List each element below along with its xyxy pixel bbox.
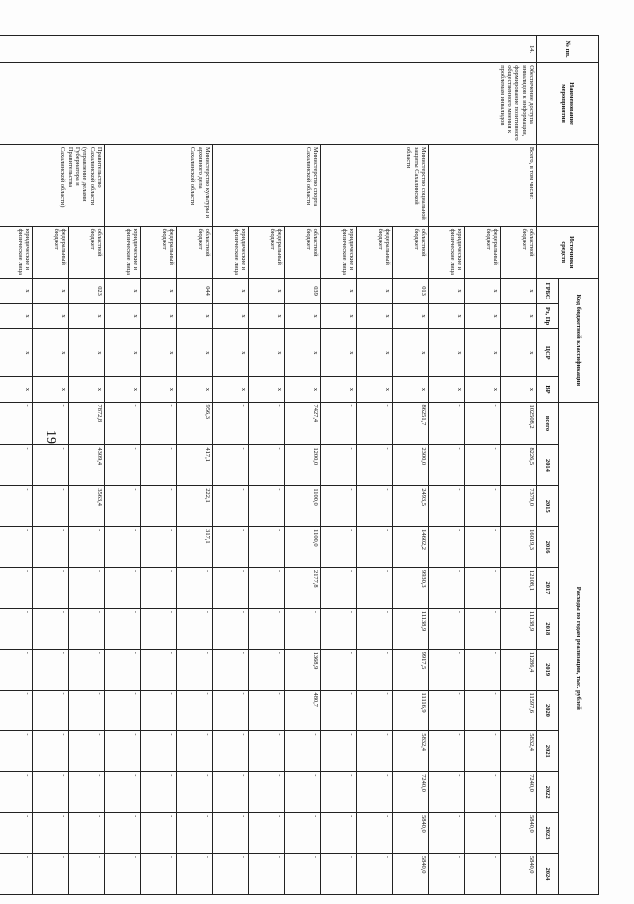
- year-value-cell: -: [177, 690, 213, 731]
- total-value-cell: -: [105, 402, 141, 445]
- total-value-cell: 956,3: [177, 402, 213, 445]
- year-value-cell: -: [0, 568, 33, 609]
- csr-cell: x: [69, 329, 105, 377]
- year-value-cell: 1368,9: [285, 649, 321, 690]
- rzpr-cell: x: [249, 304, 285, 329]
- csr-cell: x: [357, 329, 393, 377]
- header-year: 2016: [537, 527, 559, 568]
- grbs-cell: x: [465, 278, 501, 303]
- year-value-cell: -: [69, 813, 105, 854]
- year-value-cell: -: [33, 527, 69, 568]
- grbs-cell: x: [249, 278, 285, 303]
- year-value-cell: -: [33, 568, 69, 609]
- year-value-cell: -: [141, 649, 177, 690]
- table-row: [285, 36, 321, 895]
- year-value-cell: -: [0, 813, 33, 854]
- year-value-cell: -: [141, 445, 177, 486]
- rzpr-cell: x: [357, 304, 393, 329]
- year-value-cell: -: [357, 608, 393, 649]
- csr-cell: x: [501, 329, 537, 377]
- year-value-cell: -: [105, 649, 141, 690]
- year-value-cell: 5840,0: [501, 813, 537, 854]
- year-value-cell: -: [141, 731, 177, 772]
- year-value-cell: -: [177, 608, 213, 649]
- year-value-cell: 9917,5: [393, 649, 429, 690]
- year-value-cell: -: [429, 527, 465, 568]
- header-year: 2024: [537, 853, 559, 894]
- vr-cell: x: [285, 377, 321, 402]
- grbs-cell: 039: [285, 278, 321, 303]
- csr-cell: x: [213, 329, 249, 377]
- year-value-cell: -: [177, 568, 213, 609]
- grbs-cell: x: [33, 278, 69, 303]
- year-value-cell: -: [141, 772, 177, 813]
- table-body: [0, 36, 537, 895]
- year-value-cell: -: [0, 445, 33, 486]
- header-total: всего: [537, 402, 559, 445]
- vr-cell: x: [141, 377, 177, 402]
- year-value-cell: 417,1: [177, 445, 213, 486]
- year-value-cell: -: [213, 445, 249, 486]
- total-value-cell: -: [33, 402, 69, 445]
- year-value-cell: 11286,4: [501, 649, 537, 690]
- rzpr-cell: x: [393, 304, 429, 329]
- year-value-cell: -: [357, 568, 393, 609]
- year-value-cell: -: [213, 608, 249, 649]
- item-number-cell: 14.: [0, 36, 537, 63]
- header-num: № пп.: [537, 36, 599, 63]
- rzpr-cell: x: [465, 304, 501, 329]
- csr-cell: x: [141, 329, 177, 377]
- source-cell: федеральный бюджет: [141, 226, 177, 278]
- year-value-cell: -: [321, 649, 357, 690]
- year-value-cell: -: [69, 649, 105, 690]
- csr-cell: x: [285, 329, 321, 377]
- year-value-cell: -: [0, 486, 33, 527]
- year-value-cell: -: [141, 853, 177, 894]
- year-value-cell: -: [465, 568, 501, 609]
- year-value-cell: -: [321, 445, 357, 486]
- year-value-cell: -: [429, 731, 465, 772]
- vr-cell: x: [465, 377, 501, 402]
- year-value-cell: -: [285, 853, 321, 894]
- year-value-cell: -: [465, 853, 501, 894]
- year-value-cell: -: [321, 527, 357, 568]
- total-value-cell: 86251,7: [393, 402, 429, 445]
- budget-table: [0, 35, 599, 895]
- year-value-cell: -: [141, 690, 177, 731]
- year-value-cell: -: [141, 813, 177, 854]
- year-value-cell: -: [357, 445, 393, 486]
- year-value-cell: -: [105, 690, 141, 731]
- header-year: 2015: [537, 486, 559, 527]
- year-value-cell: -: [429, 813, 465, 854]
- grbs-cell: x: [357, 278, 393, 303]
- source-cell: федеральный бюджет: [357, 226, 393, 278]
- total-value-cell: -: [213, 402, 249, 445]
- year-value-cell: 2300,0: [393, 445, 429, 486]
- year-value-cell: -: [249, 445, 285, 486]
- year-value-cell: -: [177, 649, 213, 690]
- year-value-cell: -: [177, 813, 213, 854]
- year-value-cell: -: [321, 813, 357, 854]
- year-value-cell: -: [0, 731, 33, 772]
- year-value-cell: -: [33, 608, 69, 649]
- header-year: 2018: [537, 608, 559, 649]
- year-value-cell: 2493,5: [393, 486, 429, 527]
- header-year: 2023: [537, 813, 559, 854]
- grbs-cell: 023: [69, 278, 105, 303]
- year-value-cell: -: [465, 649, 501, 690]
- year-value-cell: -: [465, 772, 501, 813]
- year-value-cell: 3563,4: [69, 486, 105, 527]
- year-value-cell: -: [465, 731, 501, 772]
- header-kbk: Код бюджетной классификации: [559, 278, 599, 402]
- year-value-cell: 11138,9: [501, 608, 537, 649]
- year-value-cell: -: [465, 690, 501, 731]
- year-value-cell: -: [141, 527, 177, 568]
- executor-cell: Министерство спорта Сахалинской области: [213, 144, 321, 226]
- table-row: [69, 36, 105, 895]
- year-value-cell: -: [0, 649, 33, 690]
- year-value-cell: -: [429, 853, 465, 894]
- executor-cell: Всего, в том числе:: [429, 144, 537, 226]
- year-value-cell: -: [249, 690, 285, 731]
- year-value-cell: -: [285, 608, 321, 649]
- year-value-cell: -: [213, 813, 249, 854]
- header-csr: ЦСР: [537, 329, 559, 377]
- year-value-cell: 480,7: [285, 690, 321, 731]
- total-value-cell: 102508,2: [501, 402, 537, 445]
- year-value-cell: -: [213, 731, 249, 772]
- csr-cell: x: [429, 329, 465, 377]
- vr-cell: x: [357, 377, 393, 402]
- year-value-cell: 1200,0: [285, 445, 321, 486]
- year-value-cell: -: [249, 486, 285, 527]
- source-cell: федеральный бюджет: [465, 226, 501, 278]
- year-value-cell: 16019,3: [501, 527, 537, 568]
- year-value-cell: -: [33, 690, 69, 731]
- source-cell: федеральный бюджет: [249, 226, 285, 278]
- year-value-cell: -: [357, 649, 393, 690]
- year-value-cell: -: [357, 813, 393, 854]
- year-value-cell: 5832,4: [393, 731, 429, 772]
- year-value-cell: 5840,0: [393, 813, 429, 854]
- total-value-cell: -: [321, 402, 357, 445]
- year-value-cell: -: [213, 649, 249, 690]
- header-year: 2014: [537, 445, 559, 486]
- header-grbs: ГРБС: [537, 278, 559, 303]
- grbs-cell: 044: [177, 278, 213, 303]
- rzpr-cell: x: [213, 304, 249, 329]
- year-value-cell: 4309,4: [69, 445, 105, 486]
- year-value-cell: -: [33, 445, 69, 486]
- csr-cell: x: [105, 329, 141, 377]
- rzpr-cell: x: [501, 304, 537, 329]
- total-value-cell: -: [0, 402, 33, 445]
- year-value-cell: -: [321, 853, 357, 894]
- year-value-cell: -: [0, 853, 33, 894]
- source-cell: федеральный бюджет: [33, 226, 69, 278]
- year-value-cell: -: [177, 853, 213, 894]
- year-value-cell: -: [429, 486, 465, 527]
- year-value-cell: -: [429, 690, 465, 731]
- header-year: 2020: [537, 690, 559, 731]
- year-value-cell: -: [33, 853, 69, 894]
- year-value-cell: -: [465, 527, 501, 568]
- year-value-cell: -: [33, 772, 69, 813]
- year-value-cell: 317,1: [177, 527, 213, 568]
- source-cell: юридические и физические лица: [213, 226, 249, 278]
- vr-cell: x: [69, 377, 105, 402]
- year-value-cell: -: [249, 608, 285, 649]
- year-value-cell: 1100,0: [285, 486, 321, 527]
- header-rzpr: Рз, Пр: [537, 304, 559, 329]
- total-value-cell: -: [357, 402, 393, 445]
- year-value-cell: -: [141, 608, 177, 649]
- csr-cell: x: [0, 329, 33, 377]
- page-number: 19: [43, 430, 58, 444]
- rzpr-cell: x: [429, 304, 465, 329]
- header-year: 2019: [537, 649, 559, 690]
- csr-cell: x: [249, 329, 285, 377]
- rotated-table-container: [16, 35, 599, 895]
- year-value-cell: -: [177, 731, 213, 772]
- year-value-cell: -: [105, 772, 141, 813]
- header-year: 2017: [537, 568, 559, 609]
- year-value-cell: -: [105, 608, 141, 649]
- year-value-cell: 12108,1: [501, 568, 537, 609]
- year-value-cell: 1100,0: [285, 527, 321, 568]
- year-value-cell: -: [33, 649, 69, 690]
- csr-cell: x: [33, 329, 69, 377]
- year-value-cell: -: [357, 486, 393, 527]
- year-value-cell: -: [213, 527, 249, 568]
- source-cell: областной бюджет: [69, 226, 105, 278]
- year-value-cell: -: [357, 772, 393, 813]
- year-value-cell: -: [69, 731, 105, 772]
- grbs-cell: x: [321, 278, 357, 303]
- year-value-cell: -: [285, 772, 321, 813]
- year-value-cell: 5832,4: [501, 731, 537, 772]
- year-value-cell: -: [429, 649, 465, 690]
- year-value-cell: -: [69, 690, 105, 731]
- year-value-cell: -: [69, 608, 105, 649]
- vr-cell: x: [393, 377, 429, 402]
- year-value-cell: -: [465, 608, 501, 649]
- source-cell: юридические и физические лица: [0, 226, 33, 278]
- year-value-cell: 7379,0: [501, 486, 537, 527]
- table-row: [177, 36, 213, 895]
- source-cell: областной бюджет: [285, 226, 321, 278]
- year-value-cell: -: [321, 731, 357, 772]
- year-value-cell: -: [321, 772, 357, 813]
- year-value-cell: -: [0, 772, 33, 813]
- rzpr-cell: x: [105, 304, 141, 329]
- year-value-cell: -: [105, 445, 141, 486]
- csr-cell: x: [177, 329, 213, 377]
- vr-cell: x: [429, 377, 465, 402]
- year-value-cell: -: [0, 527, 33, 568]
- vr-cell: x: [0, 377, 33, 402]
- source-cell: областной бюджет: [501, 226, 537, 278]
- table-row: [501, 36, 537, 895]
- year-value-cell: -: [105, 527, 141, 568]
- year-value-cell: -: [465, 813, 501, 854]
- year-value-cell: -: [69, 527, 105, 568]
- year-value-cell: -: [141, 568, 177, 609]
- total-value-cell: -: [465, 402, 501, 445]
- csr-cell: x: [393, 329, 429, 377]
- source-cell: юридические и физические лица: [429, 226, 465, 278]
- year-value-cell: -: [213, 690, 249, 731]
- year-value-cell: 11138,9: [393, 608, 429, 649]
- total-value-cell: 7872,8: [69, 402, 105, 445]
- year-value-cell: -: [213, 853, 249, 894]
- year-value-cell: -: [357, 731, 393, 772]
- year-value-cell: 9930,3: [393, 568, 429, 609]
- vr-cell: x: [33, 377, 69, 402]
- year-value-cell: -: [429, 608, 465, 649]
- year-value-cell: -: [429, 568, 465, 609]
- year-value-cell: -: [321, 608, 357, 649]
- rzpr-cell: x: [285, 304, 321, 329]
- rzpr-cell: x: [33, 304, 69, 329]
- year-value-cell: -: [33, 486, 69, 527]
- vr-cell: x: [177, 377, 213, 402]
- grbs-cell: x: [213, 278, 249, 303]
- header-year: 2021: [537, 731, 559, 772]
- year-value-cell: -: [69, 853, 105, 894]
- year-value-cell: -: [141, 486, 177, 527]
- total-value-cell: -: [141, 402, 177, 445]
- grbs-cell: x: [105, 278, 141, 303]
- year-value-cell: 7240,0: [501, 772, 537, 813]
- rzpr-cell: x: [177, 304, 213, 329]
- year-value-cell: -: [321, 568, 357, 609]
- grbs-cell: 013: [393, 278, 429, 303]
- rzpr-cell: x: [0, 304, 33, 329]
- year-value-cell: 11116,9: [393, 690, 429, 731]
- header-year: 2022: [537, 772, 559, 813]
- year-value-cell: -: [357, 853, 393, 894]
- year-value-cell: -: [357, 690, 393, 731]
- header-source: Источники средств: [537, 226, 599, 278]
- year-value-cell: -: [105, 853, 141, 894]
- total-value-cell: -: [249, 402, 285, 445]
- year-value-cell: 7240,0: [393, 772, 429, 813]
- grbs-cell: x: [429, 278, 465, 303]
- rzpr-cell: x: [69, 304, 105, 329]
- year-value-cell: 222,1: [177, 486, 213, 527]
- year-value-cell: -: [465, 486, 501, 527]
- vr-cell: x: [501, 377, 537, 402]
- rzpr-cell: x: [141, 304, 177, 329]
- source-cell: областной бюджет: [177, 226, 213, 278]
- year-value-cell: -: [105, 486, 141, 527]
- header-name: Наименование мероприятия: [537, 63, 599, 145]
- year-value-cell: -: [105, 813, 141, 854]
- grbs-cell: x: [141, 278, 177, 303]
- table-row: [393, 36, 429, 895]
- vr-cell: x: [105, 377, 141, 402]
- grbs-cell: x: [0, 278, 33, 303]
- year-value-cell: -: [429, 445, 465, 486]
- source-cell: юридические и физические лица: [105, 226, 141, 278]
- year-value-cell: -: [249, 853, 285, 894]
- year-value-cell: -: [105, 731, 141, 772]
- year-value-cell: 2177,8: [285, 568, 321, 609]
- year-value-cell: 14602,2: [393, 527, 429, 568]
- year-value-cell: -: [249, 813, 285, 854]
- year-value-cell: -: [0, 690, 33, 731]
- source-cell: юридические и физические лица: [321, 226, 357, 278]
- source-cell: областной бюджет: [393, 226, 429, 278]
- year-value-cell: -: [357, 527, 393, 568]
- year-value-cell: -: [0, 608, 33, 649]
- header-executor: [537, 144, 599, 226]
- year-value-cell: -: [429, 772, 465, 813]
- year-value-cell: 5840,0: [393, 853, 429, 894]
- year-value-cell: -: [249, 731, 285, 772]
- executor-cell: Министерство социальной защиты Сахалинской области: [321, 144, 429, 226]
- year-value-cell: -: [213, 568, 249, 609]
- year-value-cell: -: [33, 813, 69, 854]
- year-value-cell: -: [465, 445, 501, 486]
- year-value-cell: -: [69, 568, 105, 609]
- year-value-cell: -: [249, 649, 285, 690]
- year-value-cell: -: [285, 813, 321, 854]
- header-expenses: Расходы по годам реализации, тыс. рублей: [559, 402, 599, 894]
- csr-cell: x: [321, 329, 357, 377]
- header-vr: ВР: [537, 377, 559, 402]
- year-value-cell: 11597,6: [501, 690, 537, 731]
- year-value-cell: -: [285, 731, 321, 772]
- year-value-cell: -: [213, 486, 249, 527]
- year-value-cell: -: [249, 527, 285, 568]
- year-value-cell: -: [249, 568, 285, 609]
- grbs-cell: x: [501, 278, 537, 303]
- year-value-cell: -: [249, 772, 285, 813]
- vr-cell: x: [321, 377, 357, 402]
- year-value-cell: -: [69, 772, 105, 813]
- year-value-cell: -: [321, 486, 357, 527]
- csr-cell: x: [465, 329, 501, 377]
- year-value-cell: -: [105, 568, 141, 609]
- executor-cell: Правительство Сахалинской области (управление делами Губернатора и Правительства Сахалинской области): [0, 144, 105, 226]
- item-name-cell: Обеспечение доступа инвалидов к информации, формирование позитивного общественного мнения к проблемам инвалидов: [0, 63, 537, 145]
- year-value-cell: -: [213, 772, 249, 813]
- rzpr-cell: x: [321, 304, 357, 329]
- vr-cell: x: [249, 377, 285, 402]
- vr-cell: x: [213, 377, 249, 402]
- year-value-cell: 5840,0: [501, 853, 537, 894]
- total-value-cell: 7427,4: [285, 402, 321, 445]
- year-value-cell: -: [321, 690, 357, 731]
- year-value-cell: -: [33, 731, 69, 772]
- executor-cell: Министерство культуры и архивного дела Сахалинской области: [105, 144, 213, 226]
- year-value-cell: -: [177, 772, 213, 813]
- year-value-cell: 8226,5: [501, 445, 537, 486]
- total-value-cell: -: [429, 402, 465, 445]
